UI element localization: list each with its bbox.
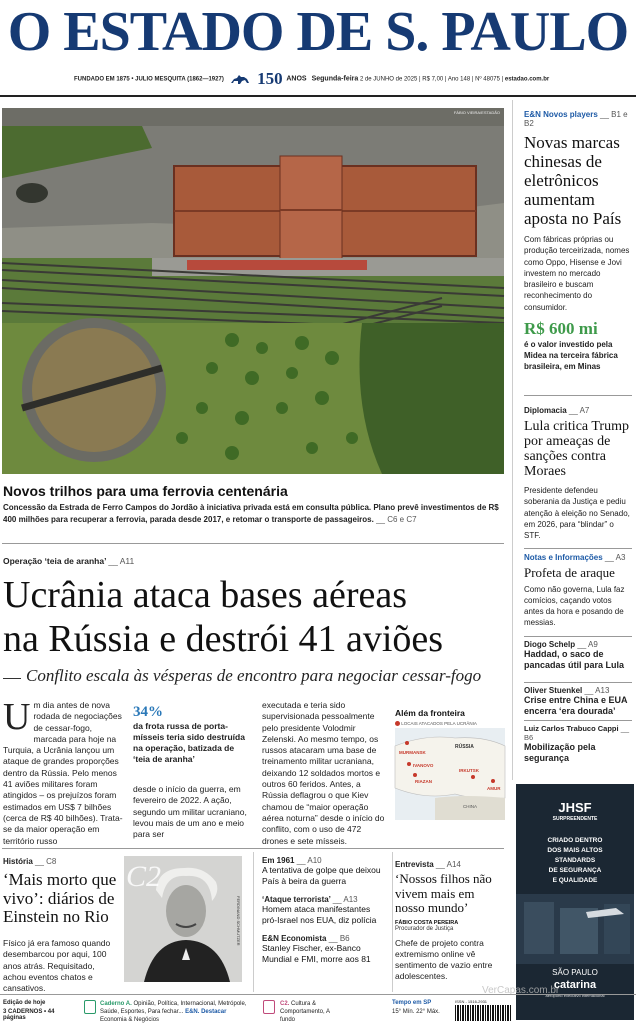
map-title: Além da fronteira	[395, 708, 465, 718]
right-top-kicker: E&N Novos players __ B1 e B2	[524, 110, 628, 128]
columnist-name: Luiz Carlos Trabuco Cappi __ B6	[524, 724, 630, 742]
ad-sub: aeroporto executivo internacional	[545, 993, 605, 998]
brief-text-1: A tentativa de golpe que deixou País à beira da guerra	[262, 865, 381, 886]
weather-max: 22° Máx.	[416, 1009, 440, 1015]
footer-rule	[0, 994, 636, 995]
founded-text: FUNDADO EM 1875	[74, 76, 130, 83]
footer-caderno-c2[interactable]: C2. Cultura & Comportamento, A fundo	[280, 1001, 330, 1023]
brief-item-3[interactable]	[262, 934, 386, 965]
anniversary-number: 150	[257, 69, 283, 88]
masthead-title: O ESTADO DE S. PAULO	[7, 1, 629, 63]
divider	[2, 848, 504, 849]
diplomacia-kicker: Diplomacia __ A7	[524, 406, 590, 415]
brief-kicker-3: E&N Economista __ B6	[262, 934, 350, 943]
col-divider	[253, 852, 254, 992]
footer-weather: Tempo em SP 15° Mín. 22° Máx.	[392, 1000, 440, 1015]
brief-text-3: Stanley Fischer, ex-Banco Mundial e FMI, morre aos 81	[262, 943, 371, 964]
map-box	[395, 708, 505, 825]
diplomacia-body: Presidente defendeu soberania da Justiça e pediu atenção à eleição no Senado, em 2026, para “blindar” o STF.	[524, 486, 630, 541]
columnist-name: Diogo Schelp __ A9	[524, 640, 598, 649]
ad-brand: JHSF	[558, 800, 592, 815]
anniversary-word: ANOS	[286, 75, 307, 83]
entrevista-byline-role: Procurador de Justiça	[395, 925, 454, 932]
main-kicker-ref: A11	[119, 556, 135, 566]
ad-copy: CRIADO DENTRO DOS MAIS ALTOS STANDARDS DE SEGURANÇA E QUALIDADE	[547, 837, 603, 884]
right-diplomacia	[524, 406, 632, 541]
entrevista-box	[395, 860, 505, 983]
main-col-1	[3, 696, 123, 846]
main-col-2: desde o início da guerra, em fevereiro de 2022. A ação, segundo um militar ucraniano, levou mais de um ano e meio para ser	[133, 784, 247, 840]
masthead-rule	[0, 95, 636, 97]
footer-caderno-a[interactable]: Caderno A. Opinião, Política, Internacional, Metrópole, Saúde, Esportes, Para fechar... E&N. Destacar Economia & Negócios	[100, 1001, 247, 1023]
masthead-infobar: FUNDADO EM 1875 • JULIO MESQUITA (1862—1927) 150 ANOS Segunda-feira 2 de JUNHO de 2025 | R$ 7,00 | Ano 148 | Nº 48075 | estadao.com.br	[74, 69, 550, 88]
weekday: Segunda-feira	[311, 75, 359, 83]
date-text: 2 de JUNHO de 2025	[359, 76, 418, 83]
map-label-ivanovo: IVANOVO	[413, 763, 434, 769]
columnists-list	[524, 636, 632, 763]
photo-story-ref: C6 e C7	[387, 515, 417, 524]
founder-text: JULIO MESQUITA (1862—1927)	[135, 76, 224, 83]
entrevista-headline[interactable]: ‘Nossos filhos não vivem mais em nosso mundo’	[395, 871, 492, 915]
main-stat	[133, 704, 253, 765]
right-top-big-value: R$ 600 mi	[524, 319, 598, 339]
entrevista-body: Chefe de projeto contra extremismo online vê sentimento de vazio entre adolescentes.	[395, 937, 493, 982]
columnist-item[interactable]	[524, 720, 632, 763]
price: R$ 7,00	[422, 76, 444, 83]
footer	[0, 996, 636, 1024]
photo-story-text: Concessão da Estrada de Ferro Campos do Jordão à iniciativa privada está em consulta pública. Plano prevê investimentos de R$ 400 milhões para recuperar a ferrovia, parada desde 2017, e retomar o transporte de passageiros.	[3, 503, 499, 524]
notas-headline[interactable]: Profeta de araque	[524, 565, 615, 580]
map-label-riazan: RIAZAN	[415, 779, 432, 785]
map-legend-text: LOCAIS ATACADOS PELA UCRÂNIA	[401, 721, 477, 726]
photo-credit: FÁBIO VIEIRA/ESTADÃO	[453, 110, 500, 115]
footer-barcode: ISSN - 1516-2931	[455, 999, 511, 1021]
caderno-a-icon	[84, 1000, 96, 1014]
issue-number: Nº 48075	[475, 76, 500, 83]
brief-item-2[interactable]	[262, 895, 386, 926]
main-kicker: Operação ‘teia de aranha’ __ A11	[3, 556, 135, 566]
brief-text-2: Homem ataca manifestantes pró-Israel nos EUA, diz polícia	[262, 904, 377, 925]
main-col-3: executada e teria sido supervisionada pessoalmente pelo presidente Volodmir Zelenski. Ao mesmo tempo, os russos atacaram uma base de treinamento militar ucraniana, deixando 12 soldados mortos e outros 60 feridos. Antes, a Rússia deflagrou o que Kiev chamou de “maior operação aérea noturna” desde o início do conflito, com o uso de 472 drones e sete mísseis.	[262, 700, 385, 846]
map-label-murmansk: MURMANSK	[399, 750, 426, 756]
main-headline-line2: na Rússia e destrói 41 aviões	[3, 618, 444, 660]
dropcap: U	[3, 696, 31, 738]
right-top-story	[524, 110, 632, 372]
horse-rider-icon	[229, 73, 251, 85]
weather-min: 15° Mín.	[392, 1009, 415, 1015]
brief-kicker-1: Em 1961 __ A10	[262, 856, 322, 865]
main-col1-text: m dia antes de nova rodada de negociações de cessar-fogo, marcada para hoje na Turquia, a Ucrânia lançou um ataque de grandes proporções dentro da Rússia. Pelo menos 41 aviões militares foram atingidos – os prejuízos foram estimados em US$ 7 bilhões (cerca de R$ 40 bilhões). Trata-se da maior operação em território russo	[3, 700, 123, 846]
photo-story-title[interactable]: Novos trilhos para uma ferrovia centenária	[3, 483, 288, 499]
right-top-headline[interactable]: Novas marcas chinesas de eletrônicos aumentam aposta no País	[524, 133, 622, 228]
footer-edition: Edição de hoje 3 CADERNOS • 44 páginas	[3, 1000, 55, 1021]
site-link[interactable]: estadao.com.br	[504, 76, 550, 83]
c2-overlay: C2	[126, 860, 162, 893]
stat-number: 34%	[133, 704, 163, 720]
right-col-divider	[512, 100, 513, 780]
divider	[524, 548, 632, 549]
divider	[2, 543, 504, 544]
notas-body: Como não governa, Lula faz comícios, caçando votos antes da hora e posando de messias.	[524, 585, 625, 627]
main-kicker-text: Operação ‘teia de aranha’	[3, 556, 106, 566]
historia-kicker-text: História	[3, 857, 33, 866]
caderno-c2-icon	[263, 1000, 275, 1014]
main-headline[interactable]	[3, 573, 503, 661]
subhead-dash	[3, 678, 21, 679]
map-label-russia: RÚSSIA	[455, 744, 474, 751]
diplomacia-headline[interactable]: Lula critica Trump por ameaças de sanções contra Moraes	[524, 419, 629, 479]
photo-story-body: Concessão da Estrada de Ferro Campos do Jordão à iniciativa privada está em consulta pública. Plano prevê investimentos de R$ 400 milhões para recuperar a ferrovia, parada desde 2017, e retomar o transporte de passageiros. __ C6 e C7	[3, 503, 499, 524]
entrevista-byline: FÁBIO COSTA PEREIRA	[395, 919, 459, 926]
columnist-item[interactable]	[524, 682, 632, 720]
notas-kicker: Notas e Informações __ A3	[524, 553, 626, 562]
map-label-irkutsk: IRKUTSK	[459, 768, 479, 774]
historia-kicker-ref: C8	[46, 857, 57, 866]
historia-kicker: História __ C8	[3, 857, 57, 866]
right-top-body: Com fábricas próprias ou produção terceirizada, nomes como Oppo, Hisense e Jovi investem no mercado brasileiro e buscam reconhecimento do consumidor.	[524, 235, 630, 312]
bottom-mid-column	[262, 856, 386, 965]
year: Ano 148	[447, 76, 471, 83]
columnist-name: Oliver Stuenkel __ A13	[524, 686, 610, 695]
historia-headline[interactable]: ‘Mais morto que vivo’: diários de Einstein no Rio	[3, 870, 117, 926]
col-divider	[392, 852, 393, 992]
map-label-china: CHINA	[463, 804, 478, 810]
ad-place2: catarina	[553, 979, 597, 991]
entrevista-kicker: Entrevista __ A14	[395, 860, 461, 869]
stat-text: da frota russa de porta-mísseis teria sido destruída na operação, batizada de ‘teia de aranha’	[133, 721, 245, 764]
ad-place: SÃO PAULO	[552, 968, 598, 977]
railway-aerial-image	[2, 108, 504, 474]
legend-dot-icon	[395, 721, 400, 726]
russia-map	[395, 728, 505, 820]
brief-item-1[interactable]	[262, 856, 386, 887]
lead-photo	[2, 108, 504, 474]
columnist-item[interactable]	[524, 636, 632, 682]
right-top-value-text: é o valor investido pela Midea na terceira fábrica brasileira, em Minas	[524, 340, 618, 372]
map-label-amur: AMUR	[487, 786, 501, 792]
main-subhead: Conflito escala às vésperas de encontro para negociar cessar-fogo	[26, 666, 482, 685]
einstein-photo-credit: FERDINAND SCHMUTZER	[236, 896, 241, 946]
einstein-photo	[124, 856, 242, 982]
historia-body: Físico já era famoso quando desembarcou por aqui, 100 anos atrás. Requisitado, achou eventos chatos e cansativos.	[3, 938, 111, 994]
columnist-title: Crise entre China e EUA encerra ‘era dourada’	[524, 695, 628, 716]
divider	[524, 395, 632, 396]
ad-tagline: SURPREENDENTE	[552, 816, 598, 822]
columnist-title: Mobilização pela segurança	[524, 742, 596, 763]
barcode-graphic	[455, 1005, 511, 1021]
columnist-title: Haddad, o saco de pancadas útil para Lula	[524, 649, 625, 670]
watermark: VerCapas.com.br	[482, 985, 560, 996]
brief-kicker-2: ‘Ataque terrorista’ __ A13	[262, 895, 358, 904]
map-legend	[395, 721, 505, 726]
main-headline-line1: Ucrânia ataca bases aéreas	[3, 574, 407, 616]
right-notas	[524, 553, 632, 628]
